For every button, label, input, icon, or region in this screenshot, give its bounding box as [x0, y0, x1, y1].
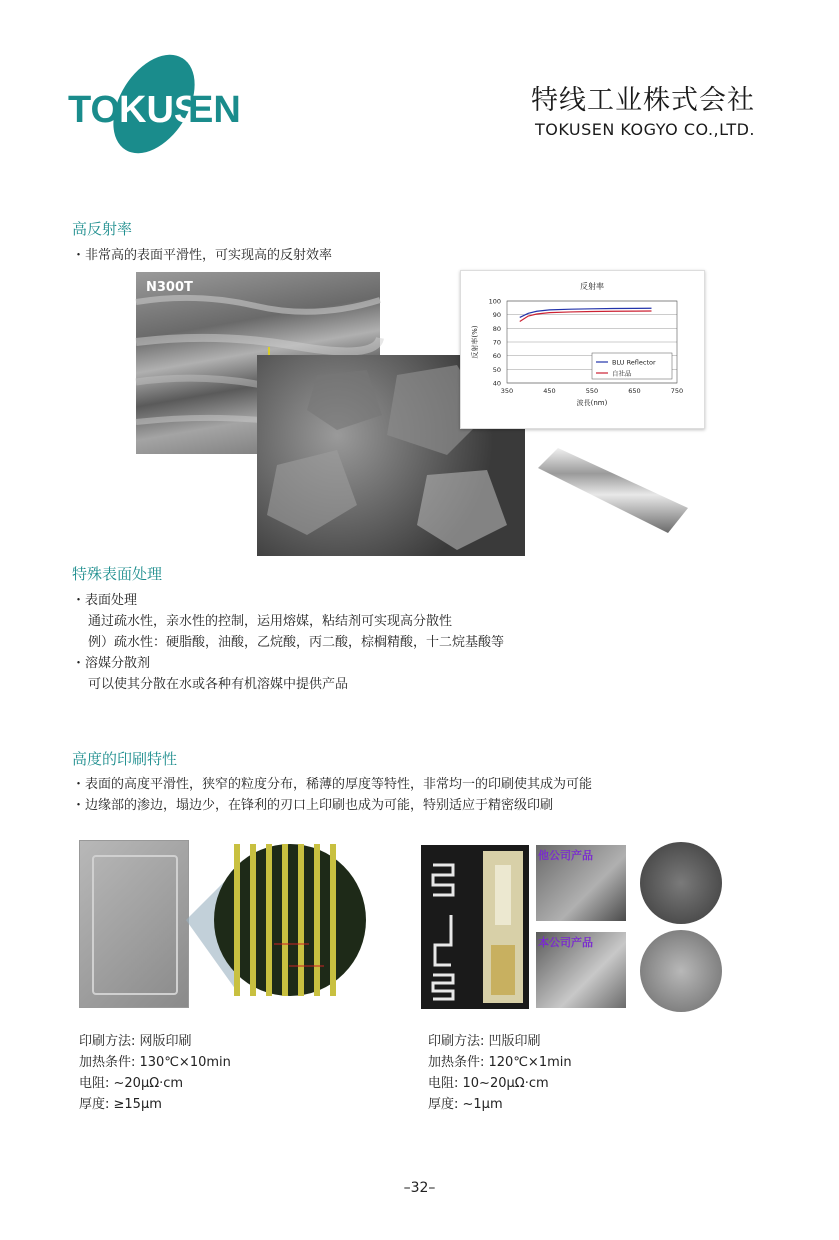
specs-screen-print — [79, 1031, 231, 1115]
y-tick-label: 100 — [488, 297, 501, 306]
spec-line: 印刷方法: 凹版印刷 — [428, 1034, 541, 1049]
spec-line: 电阻: 10~20μΩ·cm — [428, 1076, 549, 1091]
section-title-surface-treatment: 特殊表面处理 — [72, 565, 163, 583]
surface-line-4: ・溶媒分散剂 — [72, 656, 151, 671]
company-name-cn: 特线工业株式会社 — [531, 85, 755, 116]
reflectance-bullet: ・非常高的表面平滑性，可实现高的反射效率 — [72, 248, 333, 263]
y-tick-label: 50 — [492, 365, 501, 374]
gravure-print-sample — [421, 845, 529, 1009]
x-tick-label: 450 — [543, 387, 556, 395]
printing-line-1: ・表面的高度平滑性，狭窄的粒度分布，稀薄的厚度等特性，非常均一的印刷使其成为可能 — [72, 777, 593, 792]
spec-line: 厚度: ≥15μm — [79, 1097, 162, 1112]
spec-line: 加热条件: 130℃×10min — [79, 1055, 231, 1070]
y-axis-label: 反射率(%) — [471, 325, 479, 359]
y-tick-label: 70 — [492, 338, 501, 347]
printing-line-2: ・边缘部的渗边，塌边少，在锋利的刃口上印刷也成为可能，特别适应于精密级印刷 — [72, 798, 554, 813]
legend-entry: 自社品 — [612, 369, 632, 378]
x-tick-label: 350 — [500, 387, 514, 395]
surface-line-1: ・表面处理 — [72, 593, 138, 608]
competitor-product-image — [536, 845, 626, 921]
surface-line-5: 可以使其分散在水或各种有机溶媒中提供产品 — [88, 677, 349, 692]
own-product-label: 本公司产品 — [538, 936, 593, 949]
y-tick-label: 80 — [492, 324, 501, 333]
reflectance-chart-svg — [461, 271, 704, 428]
y-tick-label: 40 — [492, 379, 501, 388]
x-tick-label: 750 — [670, 387, 684, 395]
surface-line-3: 例）疏水性：硬脂酸，油酸，乙烷酸，丙二酸，棕榈精酸，十二烷基酸等 — [88, 635, 505, 650]
x-axis-label: 波長(nm) — [576, 399, 608, 407]
reflectance-chart — [460, 270, 705, 429]
y-tick-label: 90 — [492, 311, 501, 320]
competitor-label: 他公司产品 — [538, 849, 593, 862]
page-number: –32– — [403, 1180, 436, 1196]
own-product-image — [536, 932, 626, 1008]
series-line — [520, 311, 652, 322]
chart-title: 反射率 — [580, 282, 604, 291]
silver-foil-image — [528, 438, 688, 538]
svg-text:TO: TO — [68, 89, 121, 131]
specs-gravure-print — [428, 1031, 572, 1115]
x-tick-label: 550 — [585, 387, 599, 395]
section-title-printing: 高度的印刷特性 — [72, 750, 178, 768]
competitor-magnified — [640, 842, 722, 924]
spec-line: 厚度: ~1μm — [428, 1097, 503, 1112]
svg-text:EN: EN — [188, 89, 241, 131]
series-line — [520, 308, 652, 317]
spec-line: 印刷方法: 网版印刷 — [79, 1034, 192, 1049]
surface-line-2: 通过疏水性，亲水性的控制，运用熔媒，粘结剂可实现高分散性 — [88, 614, 453, 629]
spec-line: 加热条件: 120℃×1min — [428, 1055, 572, 1070]
company-name-en: TOKUSEN KOGYO CO.,LTD. — [534, 120, 755, 139]
own-product-magnified — [640, 930, 722, 1012]
legend-entry: BLU Reflector — [612, 358, 656, 367]
screen-print-sample — [79, 840, 189, 1008]
section-title-reflectance: 高反射率 — [72, 220, 133, 238]
screen-print-magnified — [214, 844, 366, 996]
svg-text:KUS: KUS — [119, 89, 200, 131]
spec-line: 电阻: ~20μΩ·cm — [79, 1076, 184, 1091]
x-tick-label: 650 — [628, 387, 641, 395]
tokusen-logo — [66, 52, 241, 160]
y-tick-label: 60 — [492, 352, 501, 361]
sem-label: N300T — [146, 280, 193, 295]
